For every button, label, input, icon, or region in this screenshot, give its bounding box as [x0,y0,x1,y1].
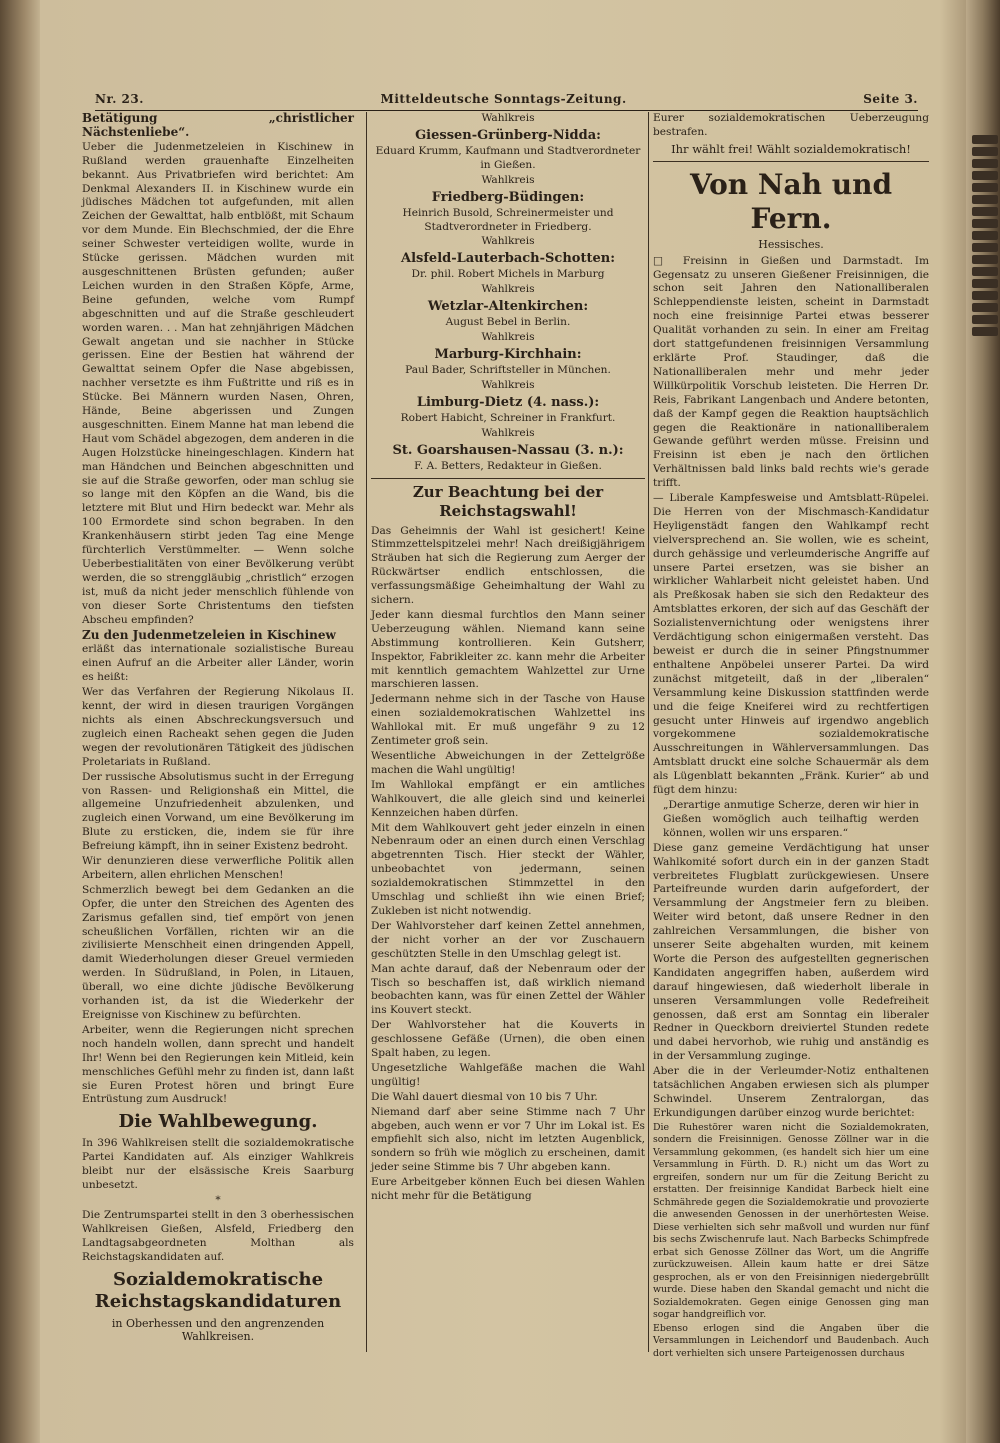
small-print: Die Ruhestörer waren nicht die Sozialdemokraten, sondern die Freisinnigen. Genosse Zöllner war in die Versammlung gekommen, (es handelt sich hier um eine Versammlung in Fürth. D. R.) nicht um das Wort zu ergreifen, sondern nur um für die Zeitung Bericht zu erstatten. Der freisinnige Kandidat Barbeck hielt eine Schmährede gegen die Sozialdemokratie und provozierte die anwesenden Genossen in der unerhörtesten Weise. Diese verhielten sich sehr maßvoll und wurden nur fünf bis sechs Zwischenrufe laut. Nach Barbecks Schimpfrede erbat sich Genosse Zöllner das Wort, um die Angriffe zurückzuweisen. Allein kaum hatte er drei Sätze gesprochen, als er von den Freisinnigen niedergebrüllt wurde. Diese haben den Skandal gemacht und nicht die Sozialdemokraten. Gegen einige Genossen ging man sogar handgreiflich vor. [653,1121,929,1321]
paragraph: Im Wahllokal empfängt er ein amtliches Wahlkouvert, die alle gleich sind und keinerlei Kennzeichen haben dürfen. [371,778,645,819]
paragraph: Mit dem Wahlkouvert geht jeder einzeln in einen Nebenraum oder an einen durch einen Verschlag abgetrennten Tisch. Hier steckt der Wähler, unbeobachtet von jedermann, seinen sozialdemokratischen Stimmzettel in den Umschlag und schließt ihn wie einen Brief; Zukleben ist nicht notwendig. [371,821,645,917]
paragraph: Der Wahlvorsteher darf keinen Zettel annehmen, der nicht vorher an der vor Zuschauern geschützten Stelle in den Umschlag gelegt ist. [371,919,645,960]
column-3 [648,112,929,1359]
district-name: Alsfeld-Lauterbach-Schotten: [400,251,615,267]
paragraph: Jeder kann diesmal furchtlos den Mann seiner Ueberzeugung wählen. Niemand kann seine Abstimmung kontrollieren. Kein Gutsherr, Inspektor, Fabrikleiter zc. kann mehr die Arbeiter mit kenntlich gemachtem Wahlzettel zur Urne marschieren lassen. [371,608,645,691]
district-label: Wahlkreis [481,426,535,439]
page-tabs [972,135,998,350]
paragraph: Eurer sozialdemokratischen Ueberzeugung bestrafen. [653,112,929,138]
paragraph: — Liberale Kampfesweise und Amtsblatt-Rüpelei. Die Herren von der Mischmasch-Kandidatur Heyligenstädt fangen den Wahlkampf recht vielversprechend an. Sie wollen, wie es scheint, durch gehässige und verleumderische Angriffe auf unsere Partei ersetzen, was sie bisher an wirklicher Wahlarbeit nicht geleistet haben. Und als Preßkosak haben sie sich den Redakteur des Amtsblattes erkoren, der sich auf das Geschäft der Sozialistenvernichtung oder wenigstens ihrer Verdächtigung schon einigermaßen versteht. Das beweist er durch die in seiner Pfingstnummer enthaltene Anpöbelei unserer Partei. Da wird zunächst mitgeteilt, daß in der „liberalen“ Versammlung keine Diskussion stattfinden werde und die feige Kneiferei wird zu rechtfertigen gesucht unter Hinweis auf irgendwo angeblich vorgekommene sozialdemokratische Ausschreitungen in Wählerversammlungen. Das Amtsblatt druckt eine solche Schauermär als dem als Lügenblatt bekannten „Fränk. Kurier“ ab und fügt dem hinzu: [653,492,929,797]
paragraph: Diese ganz gemeine Verdächtigung hat unser Wahlkomité sofort durch ein in der ganzen Stadt verbreitetes Flugblatt zurückgewiesen. Unsere Parteifreunde wurden darin aufgefordert, der Versammlung der Angstmeier fern zu bleiben. Weiter wird betont, daß unsere Redner in den zahlreichen Versammlungen, die bisher von unserer Seite abgehalten wurden, mit keinem Worte die Person des aufgestellten gegnerischen Kandidaten angegriffen haben, außerdem wird darauf hingewiesen, daß wiederholt liberale in unseren Versammlungen volle Redefreiheit genossen, daß erst am Sonntag ein liberaler Redner in Queckborn dreiviertel Stunden redete und dabei hervorhob, wie ruhig und anständig es in der Versammlung zuginge. [653,841,929,1063]
district-name: Giessen-Grünberg-Nidda: [415,127,601,143]
candidate: August Bebel in Berlin. [445,316,571,329]
candidate: Dr. phil. Robert Michels in Marburg [411,268,605,281]
candidate: F. A. Betters, Redakteur in Gießen. [414,459,602,472]
district-label: Wahlkreis [481,378,535,391]
paragraph: Das Geheimnis der Wahl ist gesichert! Keine Stimmzettelspitzelei mehr! Nach dreißigjährigem Sträuben hat sich die Regierung zum Aerger der Rückwärtser endlich entschlossen, die verfassungsmäßige Geheimhaltung der Wahl zu sichern. [371,524,645,607]
district-label: Wahlkreis [481,112,535,124]
section-subtitle: Hessisches. [758,237,824,251]
slogan: Ihr wählt frei! Wählt sozialdemokratisch! [671,141,911,156]
page-number: Seite 3. [863,92,918,106]
district-name: Limburg-Dietz (4. nass.): [416,394,600,410]
section-title: Sozialdemokratische Reichstagskandidaturen [94,1268,342,1312]
section-title: Zur Beachtung bei der Reichstagswahl! [412,482,604,520]
page-header [95,90,918,111]
paragraph: □ Freisinn in Gießen und Darmstadt. Im Gegensatz zu unseren Gießener Freisinnigen, die schon seit Jahren den Nationalliberalen Schleppendienste leisten, scheint in Darmstadt noch eine freisinnige Partei etwas besserer Qualität vorhanden zu sein. In einer am Freitag dort stattgefundenen freisinnigen Versammlung erklärte Prof. Staudinger, daß die Nationalliberalen mehr und mehr jeder Willkürpolitik Vorschub leisteten. Die Herren Dr. Reis, Fabrikant Langenbach und Andere betonten, daß der Kampf gegen die Reaktion hauptsächlich gegen die Reaktionäre in nationalliberalem Gewande geführt werden müsse. Freisinn und Freisinn ist eben je nach den örtlichen Verhältnissen bald links bald rechts wie's gerade trifft. [653,254,929,490]
paragraph: In 396 Wahlkreisen stellt die sozialdemokratische Partei Kandidaten auf. Als einziger Wahlkreis bleibt nur der elsässische Kreis Saarburg unbesetzt. [82,1137,354,1192]
district-name: Marburg-Kirchhain: [434,346,582,362]
book-spine [0,0,40,1443]
paragraph: Schmerzlich bewegt bei dem Gedanken an die Opfer, die unter den Streichen des Agenten des Zarismus gefallen sind, tief empört von jenen scheußlichen Vorfällen, richten wir an die zivilisierte Menschheit einen dringenden Appell, damit Wiederholungen dieser Greuel vermieden werden. In Südrußland, in Polen, in Litauen, überall, wo eine dichte jüdische Bevölkerung vorhanden ist, da ist die Wiederkehr der Ereignisse von Kischinew zu befürchten. [82,883,354,1021]
paragraph: Niemand darf aber seine Stimme nach 7 Uhr abgeben, auch wenn er vor 7 Uhr im Lokal ist. Es empfiehlt sich also, nicht im letzten Augenblick, sondern so früh wie möglich zu erscheinen, damit jeder seine Stimme bis 7 Uhr abgeben kann. [371,1105,645,1174]
section-subtitle: in Oberhessen und den angrenzenden Wahlkreisen. [111,1316,325,1344]
paragraph: Wir denunzieren diese verwerfliche Politik allen Arbeitern, allen ehrlichen Menschen! [82,855,354,881]
paragraph: Arbeiter, wenn die Regierungen nicht sprechen noch handeln wollen, dann sprecht und handelt Ihr! Wenn bei den Regierungen kein Mitleid, kein menschliches Gefühl mehr zu finden ist, dann laßt sie Euren Protest hören und bringt Eure Entrüstung zum Ausdruck! [82,1023,354,1106]
paragraph: Ungesetzliche Wahlgefäße machen die Wahl ungültig! [371,1061,645,1088]
column-1 [82,112,354,1352]
district-name: Wetzlar-Altenkirchen: [427,299,589,315]
column-2 [366,112,645,1352]
issue-number: Nr. 23. [95,92,144,106]
candidate: Paul Bader, Schriftsteller in München. [405,363,611,376]
paragraph: Die Wahl dauert diesmal von 10 bis 7 Uhr. [371,1090,598,1103]
separator-star: * [215,1193,221,1206]
paragraph: erläßt das internationale sozialistische Bureau einen Aufruf an die Arbeiter aller Länder, worin es heißt: [82,643,354,684]
paragraph: Ueber die Judenmetzeleien in Kischinew in Rußland werden grauenhafte Einzelheiten bekannt. Aus Privatbriefen wird berichtet: Am Denkmal Alexanders II. in Kischinew wurde ein jüdisches Mädchen tot aufgefunden, mit allen Zeichen der Gewalttat, halb entblößt, mit Schaum vor dem Munde. Ein Blechschmied, der die Ehre seiner Schwester verteidigen wollte, wurde in Stücke gerissen. Mädchen wurden mit ausgeschnittenen Brüsten gefunden; außer Leichen wurden in den Straßen Köpfe, Arme, Beine gefunden, welche vom Rumpf abgeschnitten und auf die Straße geschleudert worden waren. . . Man hat zehnjährigen Mädchen Gewalt angetan und sie nachher in Stücke gerissen. Eine der Bestien hat während der Gewalttat seinem Opfer die Nase abgebissen, nachher versetzte es ihm Fußtritte und riß es in Stücke. Bei Männern wurden Nasen, Ohren, Hände, Beine abgerissen und Zungen ausgeschnitten. Einem Manne hat man lebend die Haut vom Schädel abgezogen, dem anderen in die Augen Holzstücke hineingeschlagen. Kindern hat man Händchen und Beinchen abgeschnitten und sie auf die Straße geworfen, oder man schlug sie so lange mit den Köpfen an die Wand, bis die letztere mit Blut und Hirn bedeckt war. Mehr als 100 Ermordete sind schon begraben. In den Krankenhäusern stirbt jeden Tag eine Menge fürchterlich Verstümmelter. — Wenn solche Ueberbestialitäten von einer Bevölkerung verübt werden, die so strenggläubig „christlich“ erzogen ist, muß da nicht jeder menschlich fühlende von von dieser Sorte Christentums den tiefsten Abscheu empfinden? [82,140,354,626]
paragraph: Aber die in der Verleumder-Notiz enthaltenen tatsächlichen Angaben erwiesen sich als plumper Schwindel. Unserem Zentralorgan, das Erkundigungen darüber einzog wurde berichtet: [653,1065,929,1119]
paragraph: Jedermann nehme sich in der Tasche von Hause einen sozialdemokratischen Wahlzettel ins Wahllokal mit. Er muß ungefähr 9 zu 12 Zentimeter groß sein. [371,693,645,748]
small-print: Ebenso erlogen sind die Angaben über die Versammlungen in Leichendorf und Baudenbach. Auch dort verhielten sich unsere Parteigenossen durchaus [653,1322,929,1359]
paragraph: Die Zentrumspartei stellt in den 3 oberhessischen Wahlkreisen Gießen, Alsfeld, Friedberg den Landtagsabgeordneten Molthan als Reichstagskandidaten auf. [82,1208,354,1263]
candidate: Robert Habicht, Schreiner in Frankfurt. [400,411,616,424]
quote: „Derartige anmutige Scherze, deren wir hier in Gießen womöglich auch teilhaftig werden können, wollen wir uns ersparen.“ [663,798,919,839]
candidate: Eduard Krumm, Kaufmann und Stadtverordneter in Gießen. [375,144,641,171]
newspaper-title: Mitteldeutsche Sonntags-Zeitung. [380,92,627,106]
district-label: Wahlkreis [481,331,535,344]
divider [653,161,929,162]
paragraph: Der russische Absolutismus sucht in der Erregung von Rassen- und Religionshaß ein Mittel, die allgemeine Unzufriedenheit abzulenken, und zugleich einen Vorwand, um eine Bevölkerung im Blute zu ersticken, die, indem sie für ihre Befreiung kämpft, ihn in seiner Existenz bedroht. [82,770,354,853]
district-label: Wahlkreis [481,173,535,186]
paragraph: Eure Arbeitgeber können Euch bei diesen Wahlen nicht mehr für die Betätigung [371,1176,645,1203]
district-label: Wahlkreis [481,235,535,248]
section-title: Von Nah und Fern. [689,167,893,235]
district-name: Friedberg-Büdingen: [431,189,585,205]
district-label: Wahlkreis [481,283,535,296]
district-name: St. Goarshausen-Nassau (3. n.): [392,442,624,458]
paragraph: Der Wahlvorsteher hat die Kouverts in geschlossene Gefäße (Urnen), die oben einen Spalt haben, zu legen. [371,1019,645,1060]
article-title: Zu den Judenmetzeleien in Kischinew [82,627,336,642]
divider [371,478,645,479]
paragraph: Man achte darauf, daß der Nebenraum oder der Tisch so beschaffen ist, daß wirklich niemand beobachten kann, was für einen Zettel der Wähler ins Kouvert steckt. [371,962,645,1017]
candidate: Heinrich Busold, Schreinermeister und Stadtverordneter in Friedberg. [402,206,614,233]
paragraph: Wesentliche Abweichungen in der Zettelgröße machen die Wahl ungültig! [371,750,645,776]
section-title: Die Wahlbewegung. [118,1111,318,1133]
paragraph: Wer das Verfahren der Regierung Nikolaus II. kennt, der wird in diesen traurigen Vorgängen nichts als einen Abschreckungsversuch und zugleich einen Racheakt sehen gegen die Juden wegen der revolutionären Tätigkeit des jüdischen Proletariats in Rußland. [82,686,354,768]
article-title: Betätigung „christlicher Nächstenliebe“. [82,111,354,139]
